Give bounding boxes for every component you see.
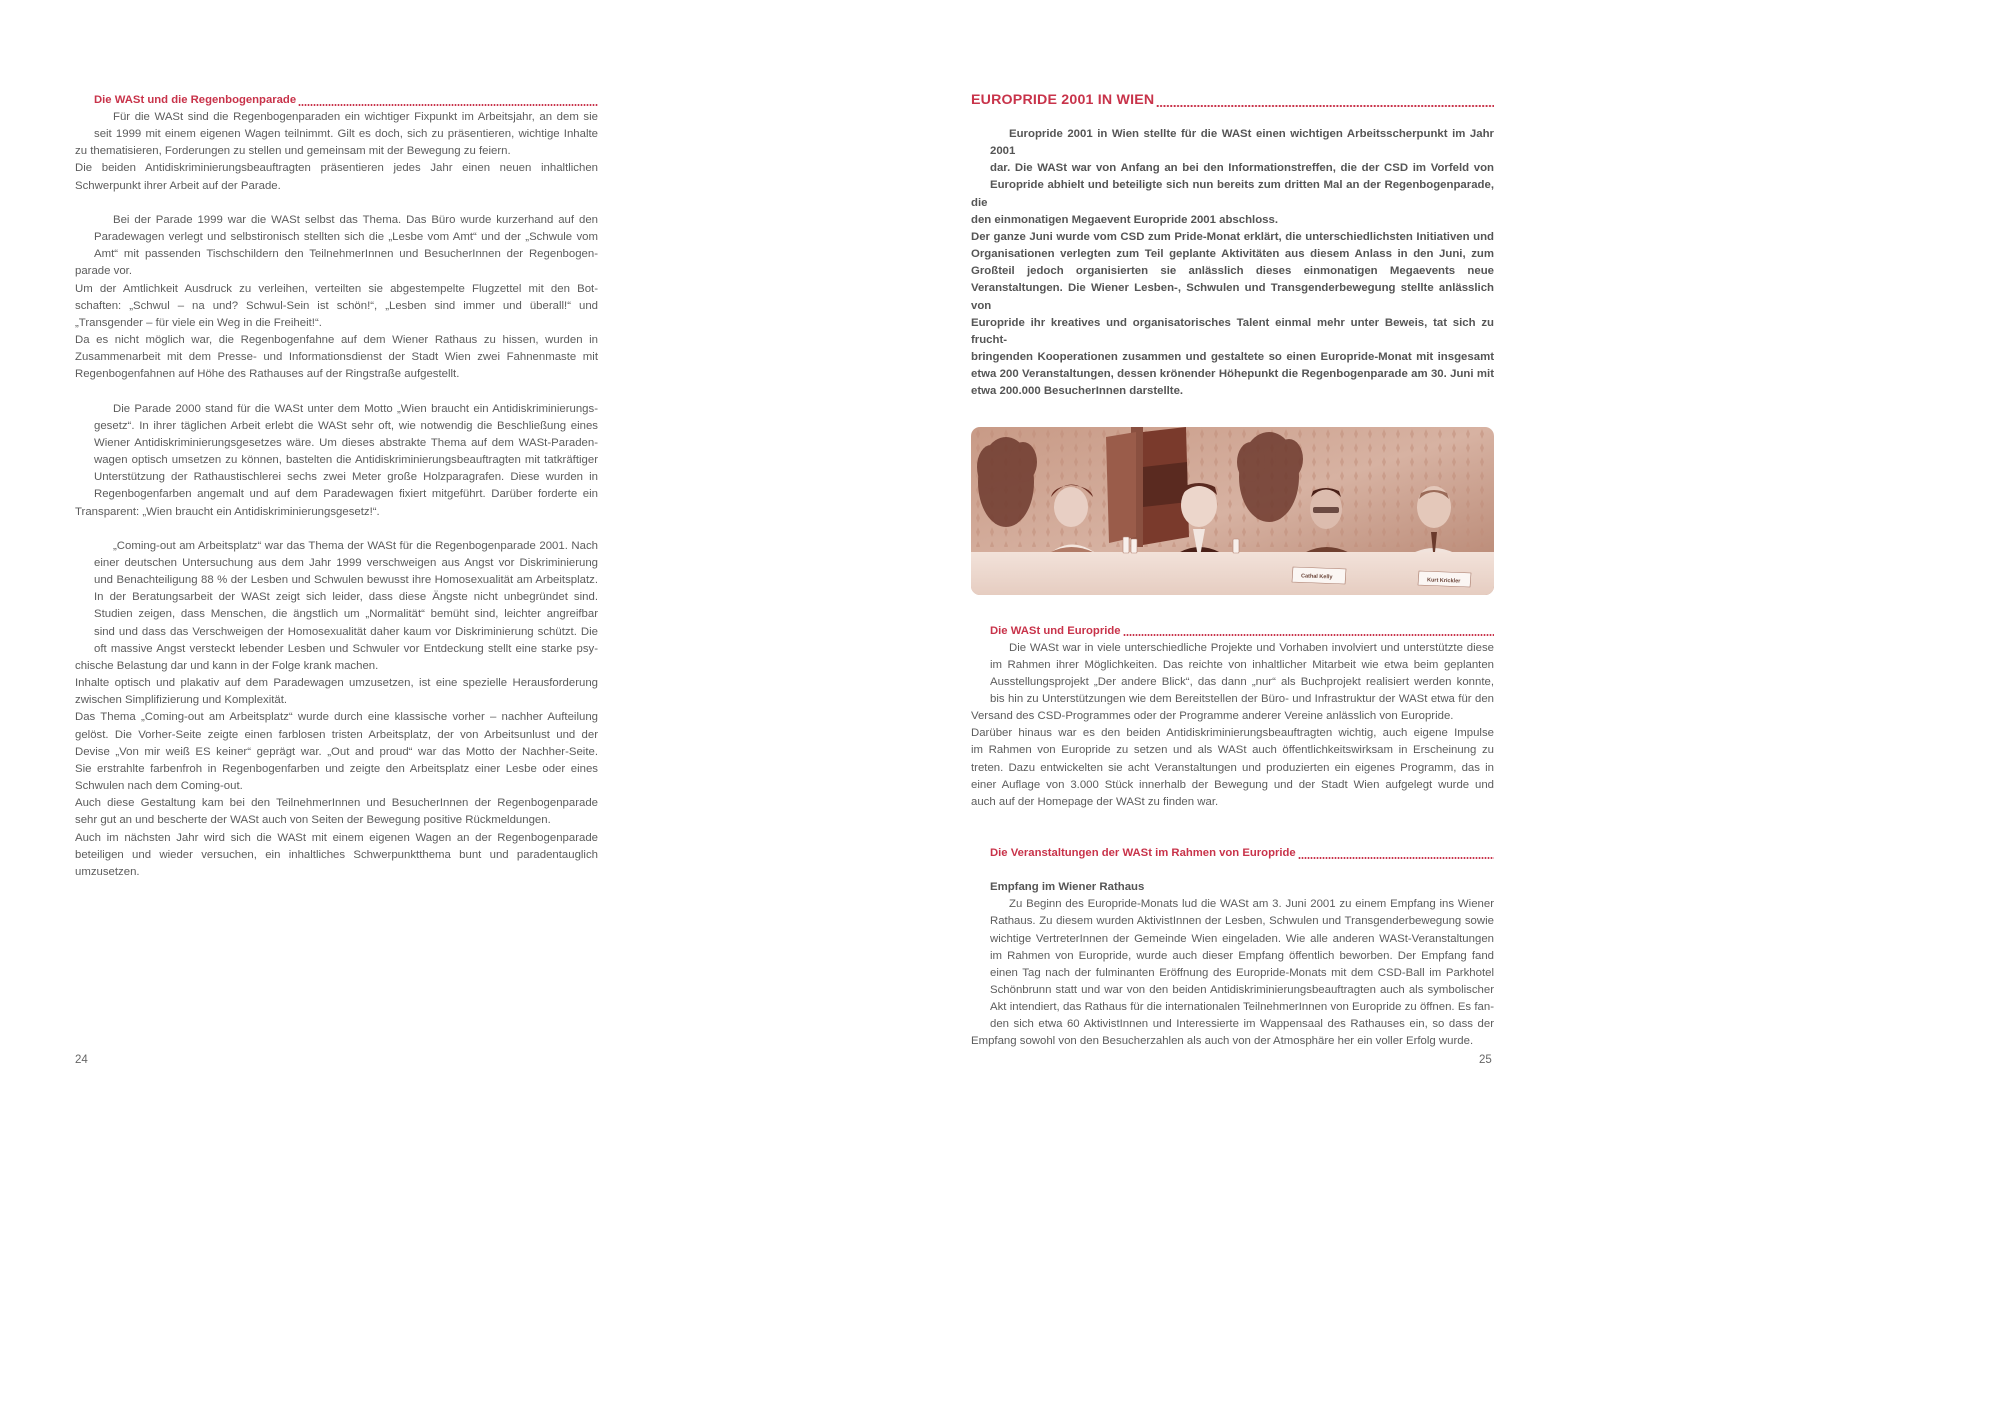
text-line: gesetz“. In ihrer täglichen Arbeit erlebt die WASt sehr oft, wie notwendig die Beschließung eines (94, 419, 598, 432)
text-line: Ausstellungsprojekt „Der andere Blick“, das dann „nur“ als Buchprojekt realisiert werden konnte, (990, 675, 1494, 688)
text-line: im Rahmen ihrer Möglichkeiten. Das reichte von inhaltlicher Mitarbeit wie etwa beim geplanten (990, 658, 1494, 671)
title-leader-dots (1156, 105, 1494, 107)
text-line: chische Belastung dar und kann in der Folge krank machen. (75, 659, 379, 672)
page-number-left: 24 (75, 1054, 88, 1066)
paragraph (971, 640, 1494, 726)
conference-table (971, 552, 1494, 595)
flag (1106, 427, 1189, 547)
text-line: Europride abhielt und beteiligte sich nun bereits zum dritten Mal an der Regenbogenparade, die (971, 179, 1494, 209)
left-page (0, 0, 783, 1109)
panel-photo-image (971, 427, 1494, 595)
text-line: etwa 200 Veranstaltungen, dessen krönender Höhepunkt die Regenbogenparade am 30. Juni mit (971, 368, 1494, 381)
paragraph (971, 896, 1494, 1050)
text-line: etwa 200.000 BesucherInnen darstellte. (971, 385, 1184, 398)
text-line: wagen optisch umsetzen zu können, bastelten die Antidiskriminierungsbeauftragten mit tatkräftiger (94, 454, 598, 467)
text-line: Organisationen verlegten zum Teil geplante Aktivitäten aus diesem Anlass in den Juni, zum (971, 248, 1494, 261)
text-line: Transparent: „Wien braucht ein Antidiskriminierungsgesetz!“. (75, 505, 380, 518)
text-line: Sie erstrahlte farbenfroh in Regenbogenfarben und zeigte den Arbeitsplatz einer Lesbe oder eines (75, 762, 598, 775)
panel-photo (971, 427, 1494, 595)
text-line: einen Tag nach der fulminanten Eröffnung des Europride-Monats mit dem CSD-Ball im Parkhotel (990, 966, 1494, 979)
text-line: Das Thema „Coming-out am Arbeitsplatz“ wurde durch eine klassische vorher – nachher Aufteilung (75, 711, 598, 724)
text-line: Versand des CSD-Programmes oder der Programme anderer Vereine anlässlich von Europride. (971, 710, 1454, 723)
paragraph (75, 109, 598, 160)
name-card-2-label: Kurt Krickler (1426, 576, 1461, 585)
paragraph (75, 332, 598, 383)
text-line: Schwulen nach dem Coming-out. (75, 780, 243, 793)
text-line: Die Parade 2000 stand für die WASt unter dem Motto „Wien braucht ein Antidiskriminierungs- (113, 402, 598, 415)
text-line: Devise „Von mir weiß ES keiner“ geprägt war. „Out and proud“ war das Motto der Nachher-Seite. (75, 745, 598, 758)
section-wast-europride-text (971, 640, 1494, 812)
text-line: Zu Beginn des Europride-Monats lud die WASt am 3. Juni 2001 zu einem Empfang ins Wiener (1009, 898, 1494, 911)
name-card-1 (1292, 567, 1346, 584)
text-line: einer deutschen Untersuchung aus dem Jahr 1999 verschweigen aus Angst vor Diskriminierung (94, 557, 598, 570)
paragraph (75, 281, 598, 332)
left-body-text (75, 109, 598, 881)
name-card-2 (1418, 571, 1471, 587)
text-line: Paradewagen verlegt und selbstironisch stellten sich die „Lesbe vom Amt“ und der „Schwule vom (94, 231, 598, 244)
text-line: Rathaus. Zu diesem wurden AktivistInnen der Lesben, Schwulen und Transgenderbewegung sowie (990, 915, 1494, 928)
section-heading-europride: Die WASt und Europride (971, 623, 1494, 640)
lead-text (971, 126, 1494, 401)
paragraph (971, 725, 1494, 811)
text-line: und Benachteiligung 88 % der Lesben und Schwulen bewusst ihre Homosexualität am Arbeitsplatz. (94, 574, 598, 587)
page-number-right: 25 (1479, 1054, 1492, 1066)
text-line: In der Beratungsarbeit der WASt zeigt sich leider, dass diese Ängste nicht unbegründet sind. (94, 591, 598, 604)
section-heading-veranstaltungen: Die Veranstaltungen der WASt im Rahmen von Europride (971, 845, 1494, 862)
text-line: Europride 2001 in Wien stellte für die WASt einen wichtigen Arbeitsscherpunkt im Jahr 2001 (990, 128, 1494, 158)
text-line: dar. Die WASt war von Anfang an bei den Informationstreffen, die der CSD im Vorfeld von (990, 162, 1494, 175)
left-column (75, 92, 598, 881)
heading-leader-dots (1298, 857, 1494, 859)
text-line: Studien zeigen, dass Menschen, die ängstlich um „Normalität“ bemüht sind, leichter angreifbar (94, 608, 598, 621)
text-line: zwischen Simplifizierung und Komplexität. (75, 694, 288, 707)
text-line: sind und dass das Verschweigen der Homosexualität daher kaum vor Diskriminierung schützt. Die (94, 625, 598, 638)
text-line: Empfang sowohl von den Besucherzahlen als auch von der Atmosphäre her ein voller Erfolg wurde. (971, 1035, 1474, 1048)
name-card-1-label: Cathal Kelly (1300, 572, 1333, 580)
text-line: Veranstaltungen. Die Wiener Lesben-, Schwulen und Transgenderbewegung stellte anlässlich von (971, 282, 1494, 312)
chapter-title: EUROPRIDE 2001 IN WIEN (971, 92, 1494, 109)
paragraph (75, 675, 598, 709)
text-line: wichtige VertreterInnen der Gemeinde Wien eingeladen. Wie alle anderen WASt-Veranstaltungen (990, 932, 1494, 945)
paragraph (971, 126, 1494, 229)
text-line: Auch diese Gestaltung kam bei den TeilnehmerInnen und BesucherInnen der Regenbogenparade (75, 797, 598, 810)
text-line: bringenden Kooperationen zusammen und gestaltete so einen Europride-Monat mit insgesamt (971, 351, 1494, 364)
text-line: Unterstützung der Rathaustischlerei sechs zwei Meter große Holzparagrafen. Diese wurden in (94, 471, 598, 484)
paragraph (75, 538, 598, 675)
text-line: treten. Dazu entwickelten sie acht Veranstaltungen und produzierten ein eigenes Programm, das in (971, 761, 1494, 774)
text-line: Für die WASt sind die Regenbogenparaden ein wichtiger Fixpunkt im Arbeitsjahr, an dem sie (113, 111, 598, 123)
text-line: Bei der Parade 1999 war die WASt selbst das Thema. Das Büro wurde kurzerhand auf den (113, 213, 598, 226)
text-line: Da es nicht möglich war, die Regenbogenfahne auf dem Wiener Rathaus zu hissen, wurden in (75, 334, 598, 347)
text-line: Die WASt war in viele unterschiedliche Projekte und Vorhaben involviert und unterstützte diese (1009, 641, 1494, 654)
text-line: oft massive Angst versteckt lebender Lesben und Schwuler vor Entdeckung stellt eine starke psy- (94, 642, 598, 655)
text-line: gelöst. Die Vorher-Seite zeigte einen farblosen tristen Arbeitsplatz, der von Arbeitsunlust und der (75, 728, 598, 741)
heading-leader-dots (298, 104, 598, 106)
section-veranstaltungen-text (971, 896, 1494, 1050)
text-line: im Rahmen von Europride, wurde auch dieser Empfang öffentlich beworben. Der Empfang fand (990, 949, 1494, 962)
text-line: Zusammenarbeit mit dem Presse- und Informationsdienst der Stadt Wien zwei Fahnenmaste mit (75, 351, 598, 364)
text-line: Regenbogenfahnen auf Höhe des Rathauses auf der Ringstraße aufgestellt. (75, 368, 460, 381)
paragraph (75, 709, 598, 795)
text-line: Akt intendiert, das Rathaus für die internationalen TeilnehmerInnen von Europride zu öffnen. Es fan- (990, 1001, 1494, 1014)
right-column (971, 92, 1494, 1051)
paragraph (75, 401, 598, 521)
text-line: parade vor. (75, 265, 132, 278)
text-line: Großteil jedoch organisierten sie anlässlich dieses einmonatigen Megaevents neue (971, 265, 1494, 278)
section-veranstaltungen (971, 845, 1494, 1051)
text-line: den einmonatigen Megaevent Europride 2001 abschloss. (971, 213, 1279, 226)
paragraph (75, 795, 598, 829)
text-line: Auch im nächsten Jahr wird sich die WASt mit einem eigenen Wagen an der Regenbogenparade (75, 831, 598, 844)
text-line: umzusetzen. (75, 865, 140, 878)
text-line: Europride ihr kreatives und organisatorisches Talent einmal mehr unter Beweis, tat sich zu frucht- (971, 316, 1494, 346)
text-line: Der ganze Juni wurde vom CSD zum Pride-Monat erklärt, die unterschiedlichsten Initiativen und (971, 230, 1494, 243)
text-line: Regenbogenfarben angemalt und auf dem Paradewagen fixiert mitgeführt. Darüber forderte ein (94, 488, 598, 501)
text-line: „Transgender – für viele ein Weg in die Freiheit!“. (75, 316, 322, 329)
text-line: Schwerpunkt ihrer Arbeit auf der Parade. (75, 179, 281, 192)
section-heading-regenbogenparade: Die WASt und die Regenbogenparade (75, 92, 598, 109)
text-line: im Rahmen von Europride zu setzen und als WASt auch öffentlichkeitswirksam in Erscheinung zu (971, 744, 1494, 757)
text-line: beteiligen und wieder versuchen, ein inhaltliches Schwerpunktthema bunt und paradentauglich (75, 848, 598, 861)
text-line: einer Auflage von 3.000 Stück innerhalb der Bewegung und der Stadt Wien aufgelegt wurde und (971, 778, 1494, 791)
text-line: Um der Amtlichkeit Ausdruck zu verleihen, verteilten sie abgestempelte Flugzettel mit den Bot- (75, 282, 598, 295)
section-wast-europride (971, 623, 1494, 812)
text-line: schaften: „Schwul – na und? Schwul-Sein ist schön!“, „Lesben sind immer und überall!“ und (75, 299, 598, 312)
text-line: Inhalte optisch und plakativ auf dem Paradewagen umzusetzen, ist eine spezielle Herausforderung (75, 677, 598, 690)
text-line: seit 1999 mit einem eigenen Wagen teilnimmt. Gilt es doch, sich zu präsentieren, wichtige Inhalte (94, 128, 598, 141)
text-line: zu thematisieren, Forderungen zu stellen und gemeinsam mit der Bewegung zu feiern. (75, 145, 511, 158)
text-line: sehr gut an und bescherte der WASt auch von Seiten der Bewegung positive Rückmeldungen. (75, 814, 551, 827)
text-line: den sich etwa 60 AktivistInnen und Interessierte im Wappensaal des Rathauses ein, so dass der (990, 1018, 1494, 1031)
text-line: bis hin zu Unterstützungen wie dem Bereitstellen der Büro- und Infrastruktur der WASt etwa für den (990, 692, 1494, 705)
text-line: Darüber hinaus war es den beiden Antidiskriminierungsbeauftragten wichtig, auch eigene Impulse (971, 727, 1494, 740)
paragraph (971, 229, 1494, 401)
right-page (783, 0, 1567, 1109)
text-line: „Coming-out am Arbeitsplatz“ war das Thema der WASt für die Regenbogenparade 2001. Nach (113, 539, 598, 552)
paragraph (75, 830, 598, 881)
paragraph (75, 212, 598, 281)
text-line: Schönbrunn statt und war von den beiden Antidiskriminierungsbeauftragten auch als symbolischer (990, 984, 1494, 996)
text-line: Wiener Antidiskriminierungsgesetzes wäre. Um dieses abstrakte Thema auf dem WASt-Paraden- (94, 436, 598, 449)
heading-leader-dots (1123, 634, 1494, 636)
text-line: Die beiden Antidiskriminierungsbeauftragten präsentieren jedes Jahr einen neuen inhaltlichen (75, 162, 598, 175)
text-line: Amt“ mit passenden Tischschildern den TeilnehmerInnen und BesucherInnen der Regenbogen- (94, 248, 598, 261)
text-line: auch auf der Homepage der WASt zu finden war. (971, 795, 1219, 808)
paragraph (75, 160, 598, 194)
subheading-empfang: Empfang im Wiener Rathaus (990, 881, 1145, 894)
